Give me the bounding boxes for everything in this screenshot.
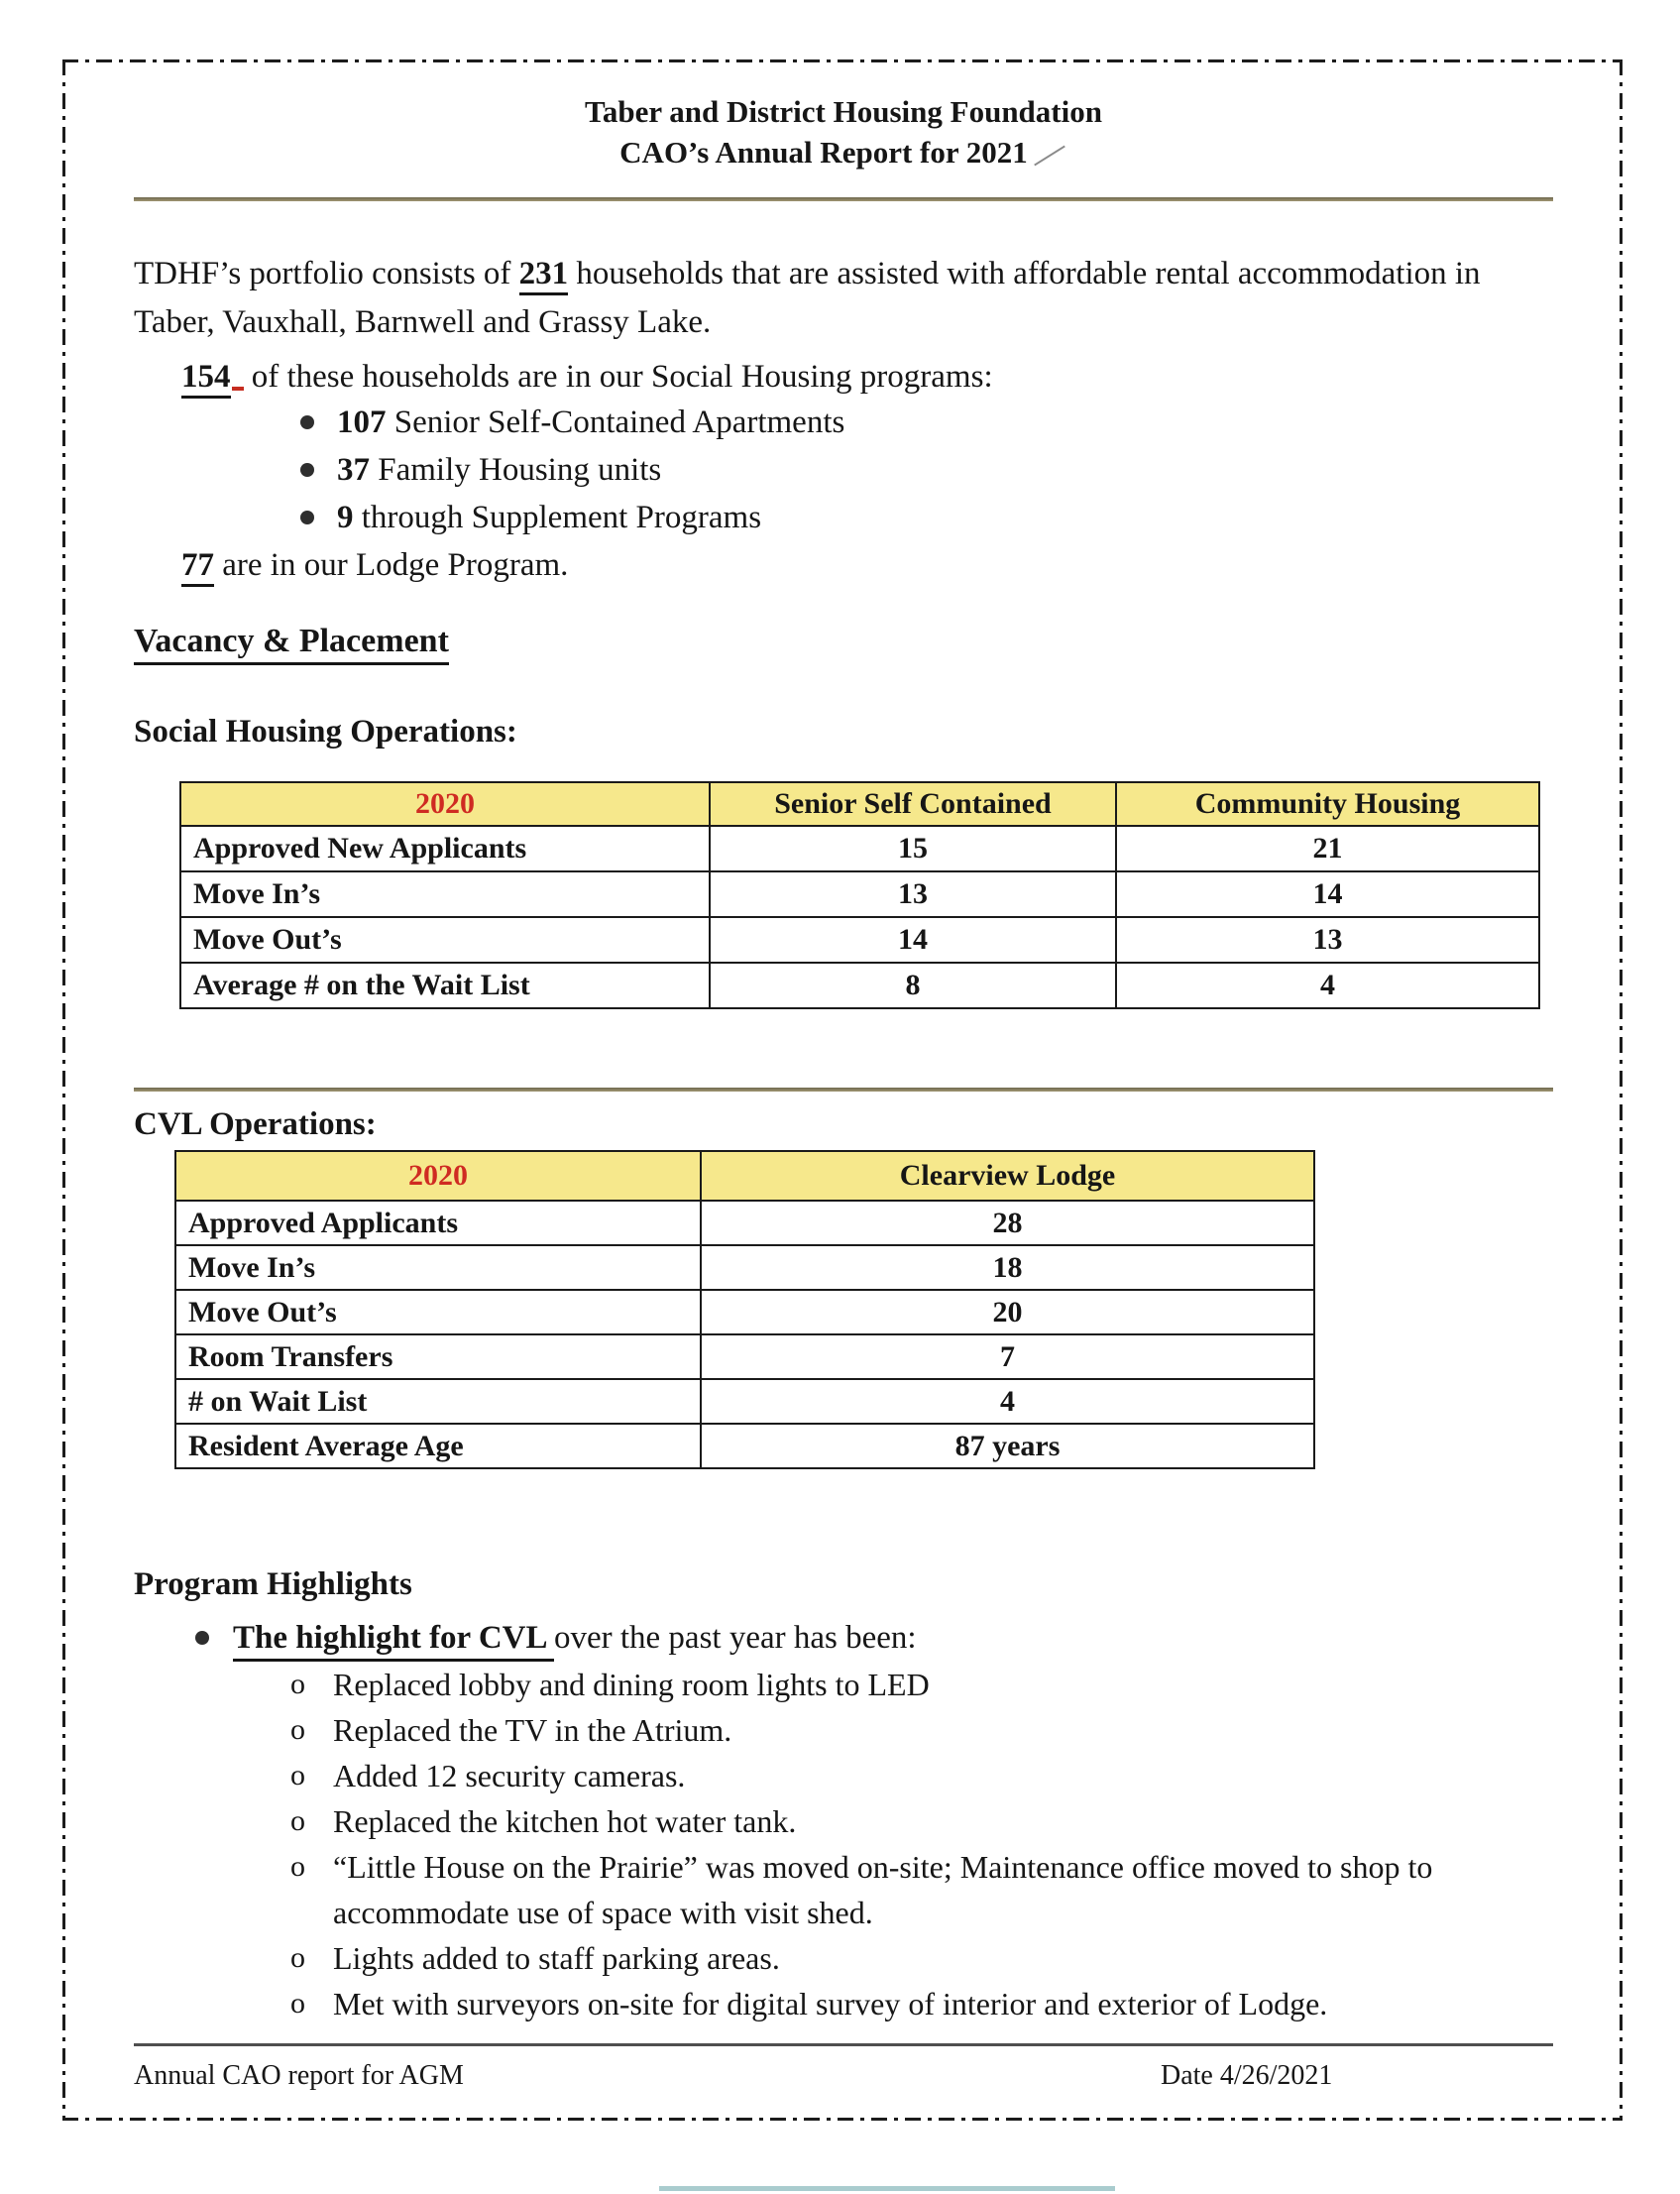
- highlight-lead-text: [134, 1614, 1553, 1662]
- value-cell: 7: [701, 1334, 1314, 1379]
- value-cell: 14: [710, 917, 1116, 963]
- unit-label: through Supplement Programs: [353, 500, 762, 535]
- table-row: [175, 1334, 1314, 1379]
- row-label-cell: Move Out’s: [175, 1290, 701, 1334]
- table-row: [180, 826, 1539, 871]
- value-cell: 8: [710, 963, 1116, 1008]
- lodge-count: 77: [181, 547, 214, 587]
- highlight-lead-item: [134, 1614, 1553, 1662]
- row-label-cell: Approved Applicants: [175, 1201, 701, 1245]
- pen-mark: [1034, 146, 1065, 167]
- bullet-icon: [300, 511, 314, 524]
- paragraph-text: of these households are in our Social Housing programs:: [243, 359, 993, 395]
- table-header-row: [175, 1151, 1314, 1201]
- bullet-icon: [300, 415, 314, 429]
- highlight-text: Replaced the TV in the Atrium.: [333, 1712, 732, 1748]
- highlight-text: Lights added to staff parking areas.: [333, 1940, 780, 1976]
- row-label-cell: Resident Average Age: [175, 1424, 701, 1468]
- unit-count: 107: [337, 404, 387, 440]
- section-heading-cvl: CVL Operations:: [134, 1106, 377, 1142]
- page-border-left: [62, 59, 65, 2121]
- row-label-cell: # on Wait List: [175, 1379, 701, 1424]
- table-row: [175, 1290, 1314, 1334]
- section-heading-vacancy: Vacancy & Placement: [134, 623, 1553, 660]
- circle-bullet-icon: o: [290, 1804, 305, 1837]
- table-row: [175, 1201, 1314, 1245]
- circle-bullet-icon: o: [290, 1850, 305, 1883]
- portfolio-paragraph: [134, 250, 1533, 347]
- page-border-top: [62, 59, 1623, 62]
- highlight-text: “Little House on the Prairie” was moved on-site; Maintenance office moved to shop to accommodate use of space with visit shed.: [333, 1849, 1433, 1930]
- paragraph-text: households that are assisted with affordable rental accommodation in Taber, Vauxhall, Barnwell and Grassy Lake.: [134, 256, 1481, 340]
- highlight-text: Replaced lobby and dining room lights to LED: [333, 1667, 930, 1702]
- list-item: [134, 1981, 1553, 2026]
- column-header-cell: Senior Self Contained: [710, 782, 1116, 826]
- unit-count: 37: [337, 452, 370, 488]
- unit-label: Senior Self-Contained Apartments: [386, 404, 845, 440]
- year-header-cell: 2020: [180, 782, 710, 826]
- circle-bullet-icon: o: [290, 1713, 305, 1746]
- circle-bullet-icon: o: [290, 1759, 305, 1791]
- row-label-cell: Move In’s: [180, 871, 710, 917]
- table-row: [180, 963, 1539, 1008]
- cvl-operations-table: [174, 1150, 1315, 1469]
- value-cell: 21: [1116, 826, 1539, 871]
- report-subtitle: CAO’s Annual Report for 2021: [134, 132, 1553, 173]
- row-label-cell: Room Transfers: [175, 1334, 701, 1379]
- value-cell: 13: [1116, 917, 1539, 963]
- page-border-right: [1620, 59, 1623, 2121]
- value-cell: 18: [701, 1245, 1314, 1290]
- unit-count: 9: [337, 500, 354, 535]
- value-cell: 4: [1116, 963, 1539, 1008]
- report-title: [134, 91, 1553, 173]
- list-item: [134, 399, 1553, 446]
- table-row: [180, 917, 1539, 963]
- title-divider: [134, 197, 1553, 201]
- households-total: 231: [519, 256, 569, 295]
- social-housing-count: 154: [181, 359, 231, 399]
- org-name: Taber and District Housing Foundation: [585, 94, 1102, 129]
- circle-bullet-icon: o: [290, 1941, 305, 1974]
- table-row: [175, 1245, 1314, 1290]
- list-item: [134, 1798, 1553, 1844]
- social-housing-count-line: [134, 353, 1553, 402]
- list-item: [134, 1662, 1553, 1707]
- column-header-cell: Clearview Lodge: [701, 1151, 1314, 1201]
- highlight-lead-bold: The highlight for CVL: [233, 1620, 554, 1662]
- list-item: [134, 1753, 1553, 1798]
- page-border-bottom: [62, 2118, 1623, 2121]
- row-label-cell: Average # on the Wait List: [180, 963, 710, 1008]
- bullet-icon: [195, 1631, 209, 1645]
- highlight-sublist: [134, 1662, 1553, 2026]
- paragraph-text: are in our Lodge Program.: [214, 547, 569, 583]
- circle-bullet-icon: o: [290, 1987, 305, 2020]
- section-heading-social-housing: Social Housing Operations:: [134, 714, 517, 750]
- value-cell: 14: [1116, 871, 1539, 917]
- value-cell: 15: [710, 826, 1116, 871]
- highlight-text: Met with surveyors on-site for digital survey of interior and exterior of Lodge.: [333, 1986, 1328, 2021]
- highlight-text: Replaced the kitchen hot water tank.: [333, 1803, 797, 1839]
- highlight-text: Added 12 security cameras.: [333, 1758, 686, 1793]
- program-breakdown-list: [134, 399, 1553, 541]
- row-label-cell: Move In’s: [175, 1245, 701, 1290]
- column-header-cell: Community Housing: [1116, 782, 1539, 826]
- list-item: [134, 1707, 1553, 1753]
- value-cell: 4: [701, 1379, 1314, 1424]
- footer-date: Date 4/26/2021: [1161, 2060, 1333, 2091]
- highlight-lead-rest: over the past year has been:: [553, 1620, 917, 1656]
- social-housing-table: [179, 781, 1540, 1009]
- table-row: [175, 1424, 1314, 1468]
- list-item: [134, 494, 1553, 541]
- list-item: [134, 1935, 1553, 1981]
- value-cell: 28: [701, 1201, 1314, 1245]
- footer-document-label: Annual CAO report for AGM: [134, 2060, 464, 2091]
- section-heading-highlights: Program Highlights: [134, 1566, 412, 1602]
- paragraph-text: TDHF’s portfolio consists of: [134, 256, 519, 291]
- list-item: [134, 446, 1553, 494]
- row-label-cell: Move Out’s: [180, 917, 710, 963]
- unit-label: Family Housing units: [370, 452, 662, 488]
- value-cell: 13: [710, 871, 1116, 917]
- value-cell: 20: [701, 1290, 1314, 1334]
- table-header-row: [180, 782, 1539, 826]
- section-divider: [134, 1088, 1553, 1092]
- table-row: [180, 871, 1539, 917]
- lodge-count-line: [134, 541, 1553, 590]
- row-label-cell: Approved New Applicants: [180, 826, 710, 871]
- value-cell: 87 years: [701, 1424, 1314, 1468]
- red-pen-tick: [232, 387, 244, 391]
- list-item: [134, 1844, 1553, 1935]
- bullet-icon: [300, 463, 314, 477]
- footer-divider: [134, 2043, 1553, 2046]
- year-header-cell: 2020: [175, 1151, 701, 1201]
- circle-bullet-icon: o: [290, 1668, 305, 1700]
- table-row: [175, 1379, 1314, 1424]
- scan-artifact-strip: [659, 2186, 1115, 2191]
